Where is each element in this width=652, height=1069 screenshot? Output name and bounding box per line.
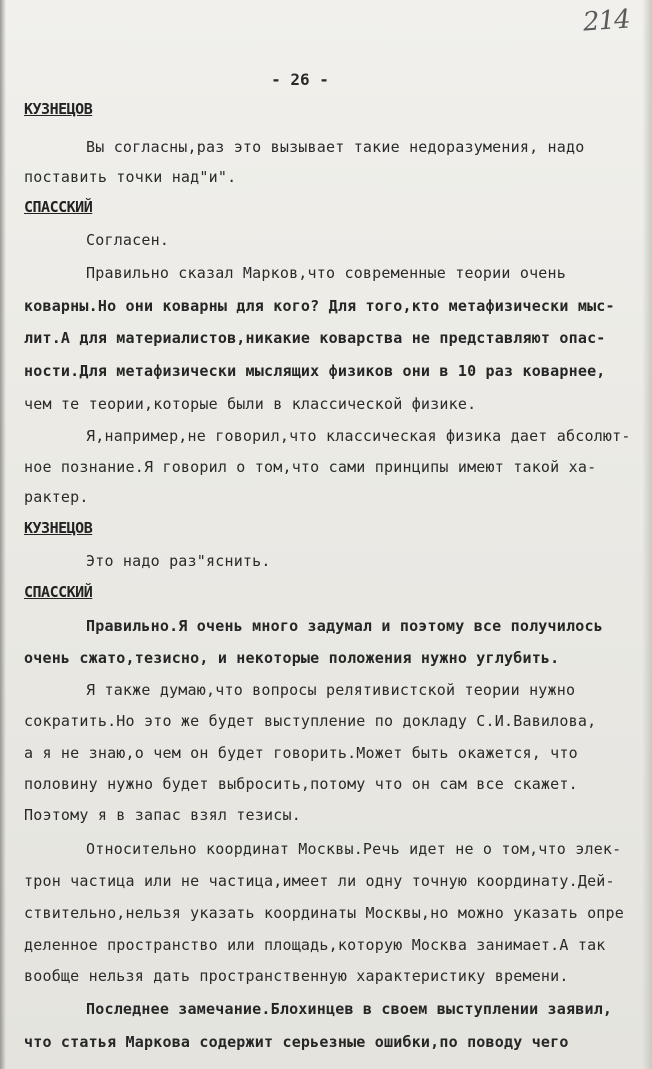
speaker-name: СПАССКИЙ [24, 198, 93, 216]
text-line: ное познание.Я говорил о том,что сами принципы имеют такой ха- [24, 458, 597, 476]
text-line: деленное пространство или площадь,которую Москва занимает.А так [24, 936, 606, 954]
speaker-name: КУЗНЕЦОВ [24, 100, 93, 118]
speaker-name: СПАССКИЙ [24, 583, 93, 601]
text-line: Последнее замечание.Блохинцев в своем выступлении заявил, [86, 1000, 613, 1018]
text-line: Согласен. [86, 231, 170, 249]
text-line: Вы согласны,раз это вызывает такие недоразумения, надо [86, 138, 585, 156]
text-line: рактер. [24, 488, 89, 506]
text-line: вообще нельзя дать пространственную характеристику времени. [24, 967, 569, 985]
text-line: Относительно координат Москвы.Речь идет не о том,что элек- [86, 840, 622, 858]
text-line: чем те теории,которые были в классической физике. [24, 395, 477, 413]
text-line: Правильно.Я очень много задумал и поэтому все получилось [86, 617, 603, 635]
text-line: поставить точки над"и". [24, 168, 237, 186]
text-line: ствительно,нельзя указать координаты Москвы,но можно указать опре [24, 904, 624, 922]
text-line: трон частица или не частица,имеет ли одну точную координату.Дей- [24, 872, 615, 890]
text-line: Правильно сказал Марков,что современные теории очень [86, 264, 566, 282]
text-line: лит.А для материалистов,никакие коварства не представляют опас- [24, 329, 606, 347]
handwritten-folio-number: 214 [582, 4, 631, 38]
text-line: Я,например,не говорил,что классическая физика дает абсолют- [86, 427, 631, 445]
scan-shadow-right [642, 0, 652, 1069]
text-line: очень сжато,тезисно, и некоторые положения нужно углубить. [24, 649, 560, 667]
speaker-name: КУЗНЕЦОВ [24, 519, 93, 537]
page-number: - 26 - [271, 70, 329, 89]
text-line: Поэтому я в запас взял тезисы. [24, 806, 301, 824]
text-line: ности.Для метафизически мыслящих физиков они в 10 раз коварнее, [24, 362, 606, 380]
text-line: сократить.Но это же будет выступление по докладу С.И.Вавилова, [24, 712, 597, 730]
text-line: а я не знаю,о чем он будет говорить.Может быть окажется, что [24, 744, 578, 762]
text-line: что статья Маркова содержит серьезные ошибки,по поводу чего [24, 1033, 569, 1051]
text-line: половину нужно будет выбросить,потому что он сам все скажет. [24, 775, 578, 793]
scan-shadow-left [0, 0, 6, 1069]
text-line: Я также думаю,что вопросы релятивистской теории нужно [86, 681, 576, 699]
text-line: коварны.Но они коварны для кого? Для того,кто метафизически мыс- [24, 297, 615, 315]
text-line: Это надо раз"яснить. [86, 552, 271, 570]
